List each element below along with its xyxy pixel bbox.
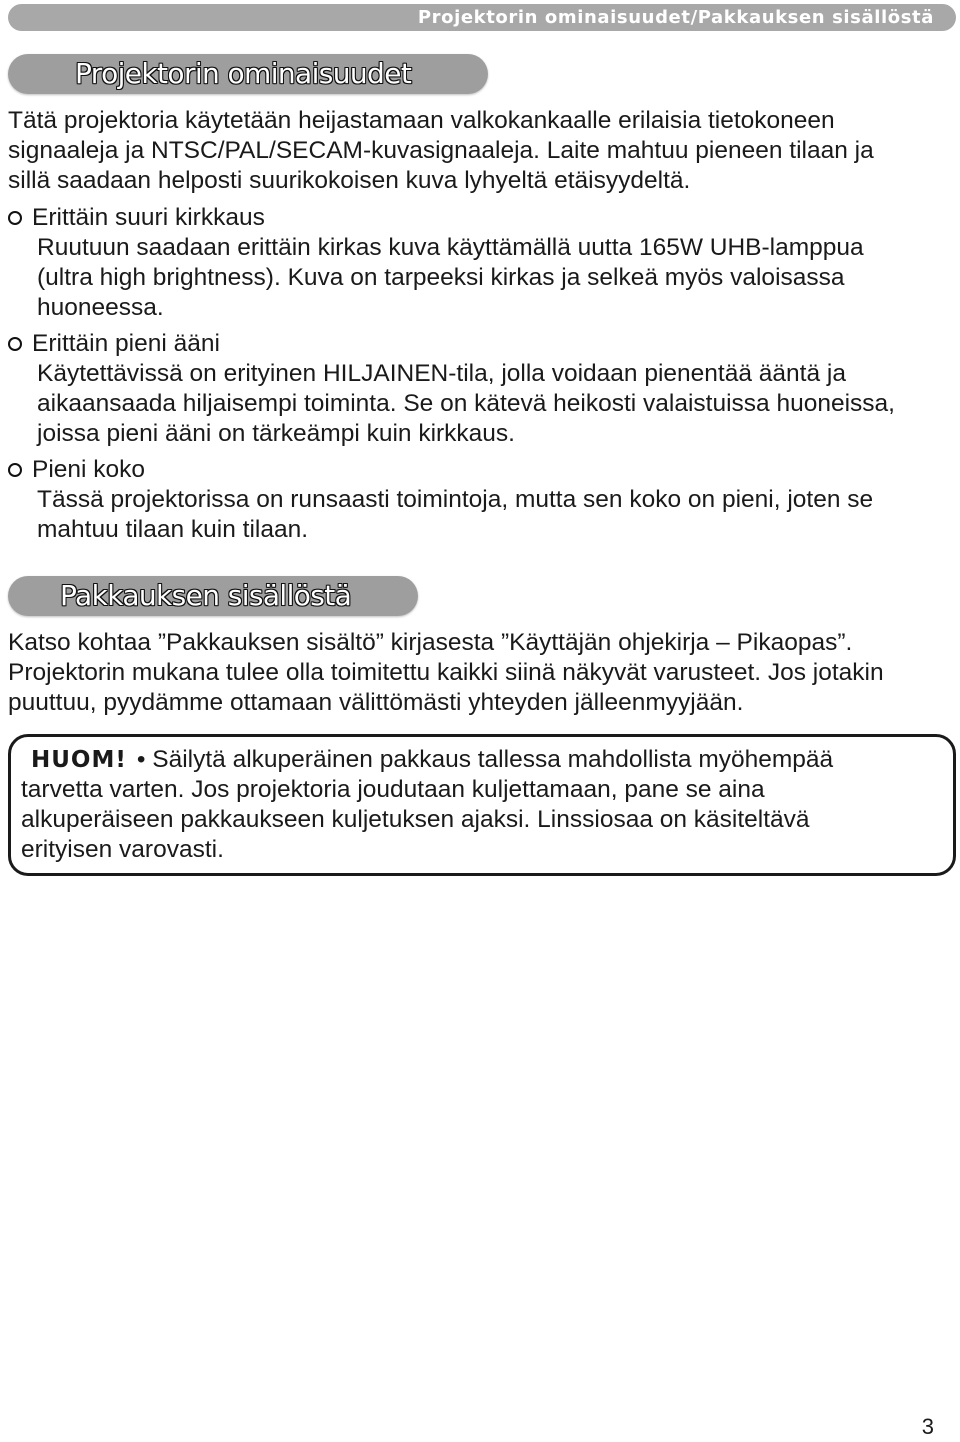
feature-description — [8, 359, 956, 449]
intro-paragraph — [8, 106, 874, 196]
note-text: • Säilytä alkuperäinen pakkaus tallessa mahdollista myöhempää — [136, 746, 834, 773]
feature-line: mahtuu tilaan kuin tilaan. — [37, 516, 309, 543]
feature-description — [8, 233, 956, 323]
intro-line: sillä saadaan helposti suurikokoisen kuva lyhyeltä etäisyydeltä. — [8, 167, 691, 194]
intro-line: Tätä projektoria käytetään heijastamaan valkokankaalle erilaisia tietokoneen — [8, 107, 835, 134]
package-paragraph — [8, 628, 884, 718]
feature-line: Ruutuun saadaan erittäin kirkas kuva käyttämällä uutta 165W UHB-lamppua — [37, 234, 864, 261]
feature-line: aikaansaada hiljaisempi toiminta. Se on kätevä heikosti valaistuissa huoneissa, — [37, 390, 895, 417]
note-box — [8, 734, 956, 876]
feature-item-quiet — [8, 329, 956, 449]
section-title-package: Pakkauksen sisällöstä — [60, 579, 352, 612]
section-title-features: Projektorin ominaisuudet — [75, 57, 412, 90]
note-line: alkuperäiseen pakkaukseen kuljetuksen ajaksi. Linssiosaa on käsiteltävä — [21, 806, 810, 833]
package-line: puuttuu, pyydämme ottamaan välittömästi yhteyden jälleenmyyjään. — [8, 689, 744, 716]
note-line: tarvetta varten. Jos projektoria joudutaan kuljettamaan, pane se aina — [21, 776, 765, 803]
feature-description — [8, 485, 956, 545]
feature-title: Erittäin suuri kirkkaus — [32, 204, 265, 231]
feature-heading — [8, 329, 956, 359]
feature-title: Erittäin pieni ääni — [32, 330, 220, 357]
circle-bullet-icon — [8, 337, 22, 351]
feature-heading — [8, 203, 956, 233]
note-line: erityisen varovasti. — [21, 836, 224, 863]
page-header-bar — [8, 4, 956, 31]
page-number: 3 — [921, 1414, 934, 1439]
page-header-title: Projektorin ominaisuudet/Pakkauksen sisällöstä — [417, 7, 934, 28]
feature-line: Tässä projektorissa on runsaasti toimintoja, mutta sen koko on pieni, joten se — [37, 486, 874, 513]
note-first-line — [21, 745, 943, 775]
section-heading-features — [8, 54, 488, 94]
package-line: Projektorin mukana tulee olla toimitettu kaikki siinä näkyvät varusteet. Jos jotakin — [8, 659, 884, 686]
feature-heading — [8, 455, 956, 485]
feature-line: joissa pieni ääni on tärkeämpi kuin kirkkaus. — [37, 420, 515, 447]
feature-line: Käytettävissä on erityinen HILJAINEN-tila, jolla voidaan pienentää ääntä ja — [37, 360, 846, 387]
feature-title: Pieni koko — [32, 456, 146, 483]
feature-line: huoneessa. — [37, 294, 164, 321]
feature-item-size — [8, 455, 956, 545]
feature-line: (ultra high brightness). Kuva on tarpeeksi kirkas ja selkeä myös valoisassa — [37, 264, 845, 291]
package-line: Katso kohtaa ”Pakkauksen sisältö” kirjasesta ”Käyttäjän ohjekirja – Pikaopas”. — [8, 629, 853, 656]
note-label: HUOM! — [31, 747, 127, 773]
circle-bullet-icon — [8, 211, 22, 225]
circle-bullet-icon — [8, 463, 22, 477]
section-heading-package — [8, 576, 418, 616]
feature-item-brightness — [8, 203, 956, 323]
intro-line: signaaleja ja NTSC/PAL/SECAM-kuvasignaaleja. Laite mahtuu pieneen tilaan ja — [8, 137, 874, 164]
